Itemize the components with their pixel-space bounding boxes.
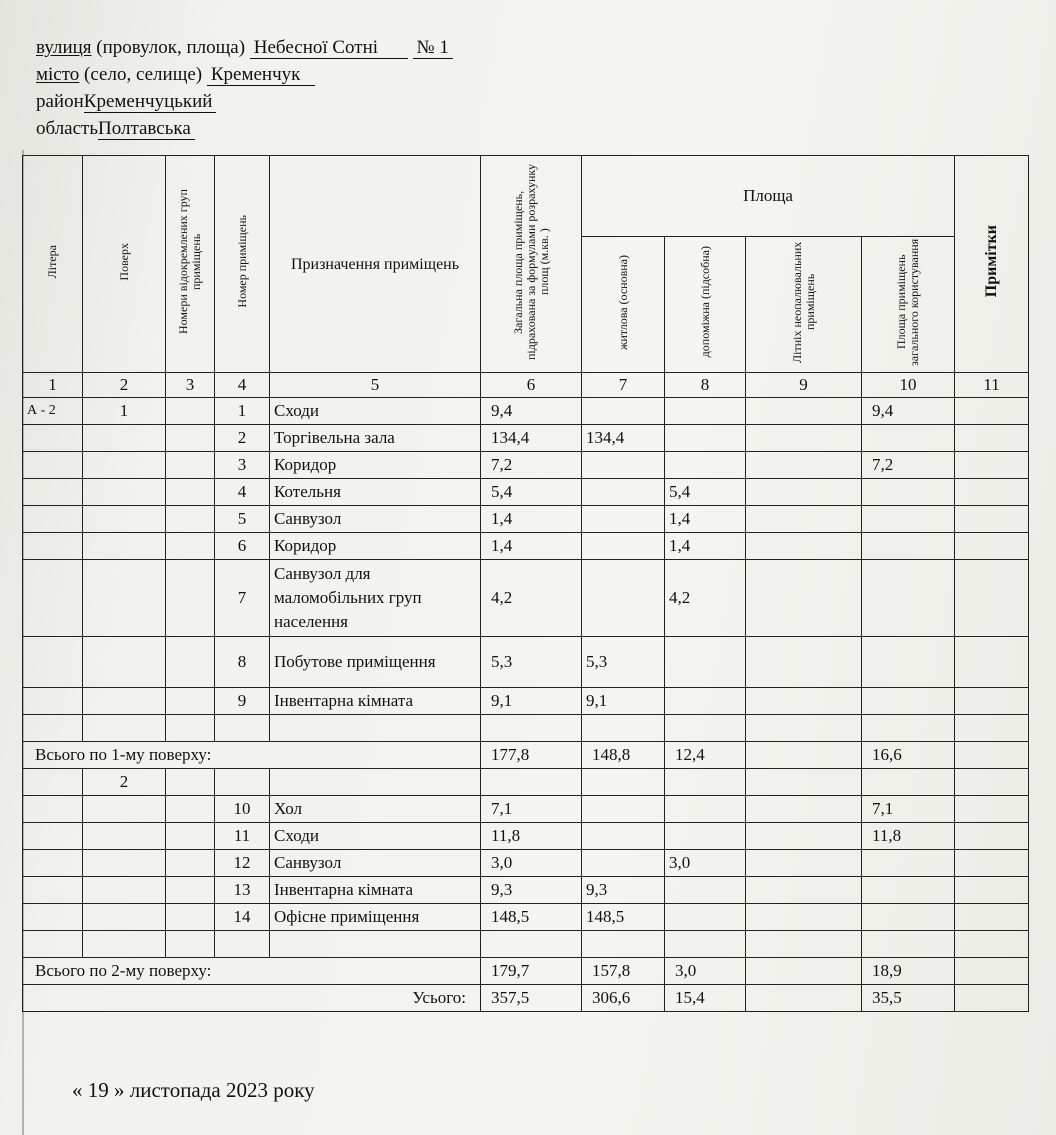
room-name-cell: Котельня [270, 479, 481, 506]
header-litera: Літера [23, 156, 83, 373]
room-number-cell: 3 [215, 452, 270, 479]
common-cell [862, 904, 955, 931]
column-numbers-row [23, 373, 1029, 398]
group-cell [166, 877, 215, 904]
aux-cell [665, 425, 746, 452]
notes-cell [955, 958, 1029, 985]
common-cell [862, 877, 955, 904]
room-number-cell: 12 [215, 850, 270, 877]
district-line [36, 88, 453, 115]
group-cell [166, 533, 215, 560]
header-living: житлова (основна) [582, 237, 665, 373]
floor-cell [83, 479, 166, 506]
table-row [23, 533, 1029, 560]
empty-row [23, 715, 1029, 742]
table-row [23, 688, 1029, 715]
summer-cell [746, 533, 862, 560]
header-group-numbers: Номери відокремлених груп приміщень [166, 156, 215, 373]
total-area-cell: 9,4 [481, 398, 582, 425]
floor1-total-row [23, 742, 1029, 769]
group-cell [166, 904, 215, 931]
total-area-cell: 1,4 [481, 506, 582, 533]
summer-cell [746, 425, 862, 452]
living-cell: 5,3 [582, 637, 665, 688]
living-cell: 148,5 [582, 904, 665, 931]
notes-cell [955, 688, 1029, 715]
notes-cell [955, 823, 1029, 850]
header-area-group: Площа [582, 156, 955, 237]
total-area-cell: 9,1 [481, 688, 582, 715]
floor-cell [83, 506, 166, 533]
group-cell [166, 398, 215, 425]
total-area-cell: 9,3 [481, 877, 582, 904]
summer-cell [746, 823, 862, 850]
notes-cell [955, 533, 1029, 560]
floor-cell: 2 [83, 769, 166, 796]
summer-cell [746, 506, 862, 533]
column-number: 8 [665, 373, 746, 398]
column-number: 1 [23, 373, 83, 398]
floor-cell: 1 [83, 398, 166, 425]
header-notes: Примітки [955, 156, 1029, 373]
common-cell [862, 533, 955, 560]
group-cell [166, 452, 215, 479]
region-label: область [36, 118, 99, 139]
room-number-cell: 13 [215, 877, 270, 904]
litera-cell: А - 2 [23, 398, 83, 425]
room-name-cell: Побутове приміщення [270, 637, 481, 688]
group-cell [166, 506, 215, 533]
table-row [23, 637, 1029, 688]
litera-cell [23, 479, 83, 506]
header-auxiliary: допоміжна (підсобна) [665, 237, 746, 373]
grand-total-living: 306,6 [582, 985, 665, 1012]
notes-cell [955, 904, 1029, 931]
city-hint: (село, селище) [84, 64, 203, 85]
column-number: 11 [955, 373, 1029, 398]
total-area-cell: 11,8 [481, 823, 582, 850]
grand-total-row [23, 985, 1029, 1012]
region-line [36, 115, 453, 142]
common-cell: 9,4 [862, 398, 955, 425]
street-value: Небесної Сотні [250, 38, 408, 59]
room-number-cell: 14 [215, 904, 270, 931]
grand-total-summer [746, 985, 862, 1012]
notes-cell [955, 452, 1029, 479]
grand-total-common: 35,5 [862, 985, 955, 1012]
total-area-cell: 5,3 [481, 637, 582, 688]
room-name-cell: Інвентарна кімната [270, 688, 481, 715]
header-common: Площа приміщень загального користування [862, 237, 955, 373]
aux-cell: 4,2 [665, 560, 746, 637]
summer-cell [746, 479, 862, 506]
city-label: місто [36, 64, 80, 85]
aux-cell [665, 452, 746, 479]
group-cell [166, 850, 215, 877]
table-row [23, 823, 1029, 850]
column-number: 2 [83, 373, 166, 398]
common-cell [862, 479, 955, 506]
floor-cell [83, 850, 166, 877]
header-floor: Поверх [83, 156, 166, 373]
notes-cell [955, 560, 1029, 637]
total-area-cell: 134,4 [481, 425, 582, 452]
litera-cell [23, 688, 83, 715]
living-cell [582, 560, 665, 637]
house-number: № 1 [413, 38, 453, 59]
summer-cell [746, 452, 862, 479]
litera-cell [23, 877, 83, 904]
aux-cell: 1,4 [665, 506, 746, 533]
living-cell [582, 479, 665, 506]
floor-cell [83, 796, 166, 823]
aux-cell [665, 823, 746, 850]
living-cell [582, 398, 665, 425]
aux-cell [665, 904, 746, 931]
group-cell [166, 796, 215, 823]
total-area-cell: 3,0 [481, 850, 582, 877]
room-name-cell: Сходи [270, 823, 481, 850]
room-number-cell: 5 [215, 506, 270, 533]
notes-cell [955, 796, 1029, 823]
district-value: Кременчуцький [84, 92, 217, 113]
column-number: 4 [215, 373, 270, 398]
group-cell [166, 823, 215, 850]
summer-cell [746, 560, 862, 637]
litera-cell [23, 560, 83, 637]
notes-cell [955, 637, 1029, 688]
summer-cell [746, 398, 862, 425]
room-name-cell: Хол [270, 796, 481, 823]
table-row [23, 796, 1029, 823]
aux-cell: 1,4 [665, 533, 746, 560]
floor2-total-row [23, 958, 1029, 985]
group-cell [166, 479, 215, 506]
living-cell [582, 533, 665, 560]
aux-cell [665, 637, 746, 688]
room-number-cell: 9 [215, 688, 270, 715]
floor-cell [83, 823, 166, 850]
header-purpose: Призначення приміщень [270, 156, 481, 373]
room-name-cell: Офісне приміщення [270, 904, 481, 931]
column-number: 7 [582, 373, 665, 398]
summer-cell [746, 850, 862, 877]
summer-cell [746, 796, 862, 823]
room-number-cell: 7 [215, 560, 270, 637]
litera-cell [23, 533, 83, 560]
floor2-total-summer [746, 958, 862, 985]
floor2-total-label: Всього по 2-му поверху: [23, 958, 481, 985]
room-name-cell: Інвентарна кімната [270, 877, 481, 904]
region-value: Полтавська [98, 119, 195, 140]
floor-cell [83, 637, 166, 688]
street-label: вулиця [36, 37, 92, 58]
room-number-cell: 6 [215, 533, 270, 560]
floor-cell [83, 533, 166, 560]
table-row [23, 398, 1029, 425]
litera-cell [23, 452, 83, 479]
header-summer: Літніх неопалювальних приміщень [746, 237, 862, 373]
floor-cell [83, 560, 166, 637]
total-area-cell: 1,4 [481, 533, 582, 560]
room-number-cell: 8 [215, 637, 270, 688]
address-block [36, 34, 453, 142]
header-total-area: Загальна площа приміщень, підрахована за формулами розрахунку площ (м.кв. ) [481, 156, 582, 373]
living-cell [582, 506, 665, 533]
living-cell [582, 823, 665, 850]
rooms-table [22, 155, 1029, 1012]
total-area-cell: 4,2 [481, 560, 582, 637]
common-cell [862, 506, 955, 533]
floor1-total-summer [746, 742, 862, 769]
room-name-cell: Санвузол для маломобільних груп населення [270, 560, 481, 637]
table-row [23, 560, 1029, 637]
notes-cell [955, 425, 1029, 452]
room-number-cell: 11 [215, 823, 270, 850]
room-number-cell: 10 [215, 796, 270, 823]
summer-cell [746, 877, 862, 904]
total-area-cell: 7,2 [481, 452, 582, 479]
city-line [36, 61, 453, 88]
floor2-total-area: 179,7 [481, 958, 582, 985]
total-area-cell: 148,5 [481, 904, 582, 931]
street-hint: (провулок, площа) [96, 37, 246, 58]
notes-cell [955, 985, 1029, 1012]
litera-cell [23, 637, 83, 688]
total-area-cell: 7,1 [481, 796, 582, 823]
grand-total-label: Усього: [23, 985, 481, 1012]
room-name-cell: Санвузол [270, 506, 481, 533]
group-cell [166, 637, 215, 688]
column-number: 5 [270, 373, 481, 398]
summer-cell [746, 904, 862, 931]
empty-row [23, 931, 1029, 958]
floor1-total-living: 148,8 [582, 742, 665, 769]
column-number: 9 [746, 373, 862, 398]
living-cell: 9,3 [582, 877, 665, 904]
table-row [23, 479, 1029, 506]
floor-cell [83, 452, 166, 479]
header-room-number: Номер приміщень [215, 156, 270, 373]
table-row [23, 904, 1029, 931]
district-label: район [36, 91, 84, 112]
table-row [23, 850, 1029, 877]
floor-cell [83, 688, 166, 715]
notes-cell [955, 742, 1029, 769]
floor-cell [83, 904, 166, 931]
notes-cell [955, 479, 1029, 506]
room-name-cell: Торгівельна зала [270, 425, 481, 452]
litera-cell [23, 506, 83, 533]
grand-total-aux: 15,4 [665, 985, 746, 1012]
litera-cell [23, 850, 83, 877]
common-cell [862, 637, 955, 688]
living-cell: 9,1 [582, 688, 665, 715]
common-cell: 7,1 [862, 796, 955, 823]
document-date: « 19 » листопада 2023 року [72, 1078, 315, 1102]
litera-cell [23, 425, 83, 452]
aux-cell [665, 796, 746, 823]
common-cell [862, 425, 955, 452]
grand-total-area: 357,5 [481, 985, 582, 1012]
table-header-row [23, 156, 1029, 237]
living-cell [582, 796, 665, 823]
floor-cell [83, 425, 166, 452]
floor2-total-common: 18,9 [862, 958, 955, 985]
common-cell: 7,2 [862, 452, 955, 479]
room-number-cell: 4 [215, 479, 270, 506]
floor1-total-area: 177,8 [481, 742, 582, 769]
aux-cell: 3,0 [665, 850, 746, 877]
table-row [23, 425, 1029, 452]
living-cell [582, 850, 665, 877]
room-name-cell: Сходи [270, 398, 481, 425]
street-line [36, 34, 453, 61]
common-cell [862, 560, 955, 637]
common-cell [862, 688, 955, 715]
living-cell [582, 452, 665, 479]
column-number: 6 [481, 373, 582, 398]
litera-cell [23, 823, 83, 850]
litera-cell [23, 796, 83, 823]
litera-cell [23, 904, 83, 931]
floor1-total-common: 16,6 [862, 742, 955, 769]
common-cell: 11,8 [862, 823, 955, 850]
table-row [23, 506, 1029, 533]
group-cell [166, 560, 215, 637]
total-area-cell: 5,4 [481, 479, 582, 506]
aux-cell [665, 398, 746, 425]
table-row [23, 877, 1029, 904]
notes-cell [955, 877, 1029, 904]
room-name-cell: Коридор [270, 533, 481, 560]
floor-cell [83, 877, 166, 904]
room-name-cell: Коридор [270, 452, 481, 479]
notes-cell [955, 506, 1029, 533]
notes-cell [955, 850, 1029, 877]
summer-cell [746, 688, 862, 715]
aux-cell [665, 688, 746, 715]
group-cell [166, 688, 215, 715]
group-cell [166, 425, 215, 452]
room-name-cell: Санвузол [270, 850, 481, 877]
floor1-total-label: Всього по 1-му поверху: [23, 742, 481, 769]
aux-cell: 5,4 [665, 479, 746, 506]
common-cell [862, 850, 955, 877]
table-row [23, 452, 1029, 479]
summer-cell [746, 637, 862, 688]
room-number-cell: 2 [215, 425, 270, 452]
notes-cell [955, 398, 1029, 425]
floor1-total-aux: 12,4 [665, 742, 746, 769]
city-value: Кременчук [207, 65, 315, 86]
floor2-total-aux: 3,0 [665, 958, 746, 985]
aux-cell [665, 877, 746, 904]
room-number-cell: 1 [215, 398, 270, 425]
column-number: 3 [166, 373, 215, 398]
living-cell: 134,4 [582, 425, 665, 452]
column-number: 10 [862, 373, 955, 398]
floor2-heading-row [23, 769, 1029, 796]
floor2-total-living: 157,8 [582, 958, 665, 985]
